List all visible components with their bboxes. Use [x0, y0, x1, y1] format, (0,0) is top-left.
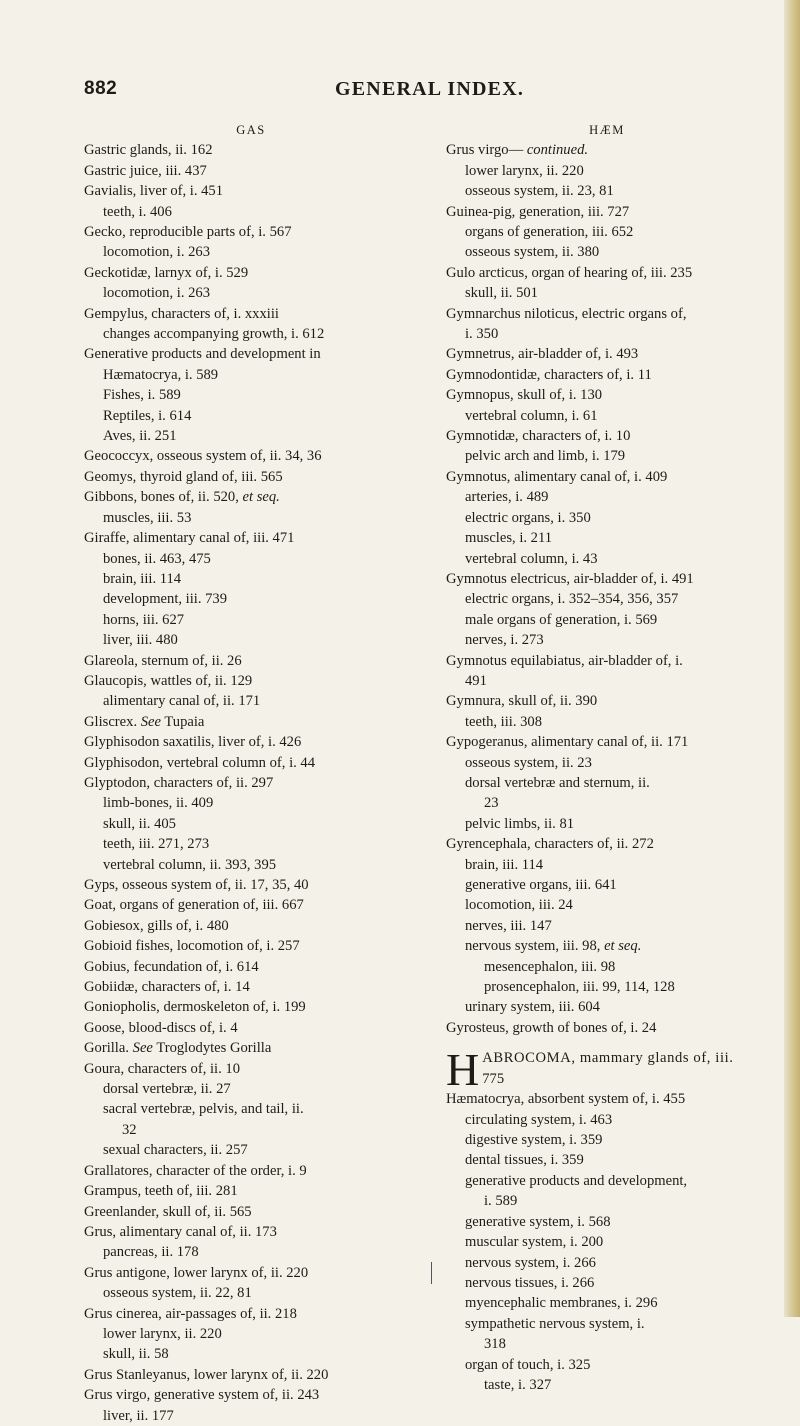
- index-entry: [84, 304, 418, 324]
- index-subentry: [446, 712, 768, 732]
- index-entry: [446, 691, 768, 711]
- index-entry: [84, 1304, 418, 1324]
- index-entry: [84, 1161, 418, 1181]
- index-subentry: [446, 773, 768, 793]
- index-subentry: [446, 936, 768, 956]
- h-index-entries: [446, 1089, 768, 1395]
- index-entry: [84, 936, 418, 956]
- entry-text: Hæmatocrya, i. 589: [103, 366, 219, 383]
- entry-text: skull, ii. 58: [103, 1346, 169, 1363]
- index-entry: [446, 426, 768, 446]
- entry-text: muscles, i. 211: [465, 530, 553, 547]
- index-subentry: [446, 181, 768, 201]
- entry-text: Gobiesox, gills of, i. 480: [84, 917, 229, 934]
- index-subentry: [446, 875, 768, 895]
- entry-text: electric organs, i. 352–354, 356, 357: [465, 591, 679, 608]
- entry-text: Glyptodon, characters of, ii. 297: [84, 774, 274, 791]
- index-subentry: [84, 691, 418, 711]
- entry-text: pelvic arch and limb, i. 179: [465, 448, 626, 465]
- index-entry: [84, 263, 418, 283]
- entry-text: nervous system, i. 266: [465, 1254, 596, 1271]
- index-entry: [84, 222, 418, 242]
- index-entry: [84, 1038, 418, 1058]
- entry-text: limb-bones, ii. 409: [103, 795, 214, 812]
- index-subentry: [446, 549, 768, 569]
- entry-text: bones, ii. 463, 475: [103, 550, 211, 567]
- index-subentry: [446, 1273, 768, 1293]
- running-head: GENERAL INDEX.: [335, 78, 525, 100]
- index-entry: [84, 895, 418, 915]
- entry-text: Gyrosteus, growth of bones of, i. 24: [446, 1019, 657, 1036]
- entry-text: pelvic limbs, ii. 81: [465, 815, 575, 832]
- entry-reference: Troglodytes Gorilla: [156, 1040, 272, 1057]
- entry-italic: See: [140, 713, 162, 730]
- index-entry: [84, 651, 418, 671]
- entry-text: Gempylus, characters of, i. xxxiii: [84, 305, 279, 322]
- index-entry: [84, 528, 418, 548]
- right-column: [446, 120, 768, 1395]
- entry-text: Gyps, osseous system of, ii. 17, 35, 40: [84, 877, 309, 894]
- entry-text: dental tissues, i. 359: [465, 1152, 584, 1169]
- entry-text: lower larynx, ii. 220: [465, 162, 584, 179]
- h-first-entry: [446, 1044, 768, 1096]
- entry-text: Gymnotus equilabiatus, air-bladder of, i.: [446, 652, 683, 669]
- entry-text: generative system, i. 568: [465, 1213, 611, 1230]
- entry-text: Generative products and development in: [84, 346, 321, 363]
- entry-text: mesencephalon, iii. 98: [484, 958, 616, 975]
- index-subentry: [446, 977, 768, 997]
- entry-text: Grampus, teeth of, iii. 281: [84, 1183, 238, 1200]
- letter-h-section: [446, 1044, 768, 1395]
- index-subentry: [446, 1110, 768, 1130]
- index-subentry: [84, 855, 418, 875]
- index-entry: [84, 957, 418, 977]
- entry-text: Grallatores, character of the order, i. 9: [84, 1162, 307, 1179]
- entry-text: 23: [484, 795, 499, 812]
- entry-text: Goat, organs of generation of, iii. 667: [84, 897, 304, 914]
- index-entry: [84, 140, 418, 160]
- entry-text: brain, iii. 114: [465, 856, 544, 873]
- entry-text: Geckotidæ, larnyx of, i. 529: [84, 264, 249, 281]
- column-divider: [431, 1262, 432, 1284]
- index-subentry: [84, 610, 418, 630]
- left-catchword: GAS: [236, 123, 266, 137]
- entry-text: Gecko, reproducible parts of, i. 567: [84, 224, 292, 241]
- entry-text: Gymnopus, skull of, i. 130: [446, 387, 603, 404]
- index-entry: [84, 875, 418, 895]
- index-entry: [446, 732, 768, 752]
- entry-text: taste, i. 327: [484, 1376, 552, 1393]
- index-subentry: [446, 406, 768, 426]
- index-entry: [84, 977, 418, 997]
- index-entry: [446, 1089, 768, 1109]
- page-number: 882: [84, 78, 118, 99]
- entry-text: generative products and development,: [465, 1172, 688, 1189]
- index-subentry: [446, 793, 768, 813]
- entry-text: dorsal vertebræ and sternum, ii.: [465, 774, 650, 791]
- entry-text: prosencephalon, iii. 99, 114, 128: [484, 979, 675, 996]
- entry-text: vertebral column, i. 61: [465, 407, 598, 424]
- entry-text: 318: [484, 1336, 506, 1353]
- index-subentry: [446, 916, 768, 936]
- entry-text: circulating system, i. 463: [465, 1111, 613, 1128]
- index-entry: [84, 1263, 418, 1283]
- index-entry: [446, 385, 768, 405]
- index-subentry: [84, 508, 418, 528]
- drop-cap-h: H: [446, 1044, 480, 1096]
- entry-text: Goniopholis, dermoskeleton of, i. 199: [84, 999, 306, 1016]
- entry-text: i. 589: [484, 1193, 518, 1210]
- entry-text: brain, iii. 114: [103, 570, 182, 587]
- index-subentry: [446, 957, 768, 977]
- entry-text: liver, iii. 480: [103, 632, 178, 649]
- index-entry: [84, 1365, 418, 1385]
- entry-text: skull, ii. 405: [103, 815, 176, 832]
- left-index-entries: [84, 140, 418, 1426]
- entry-text: Hæmatocrya, absorbent system of, i. 455: [446, 1091, 686, 1108]
- entry-text: alimentary canal of, ii. 171: [103, 693, 261, 710]
- index-subentry: [446, 242, 768, 262]
- entry-text: Gibbons, bones of, ii. 520,: [84, 489, 239, 506]
- index-subentry: [446, 1232, 768, 1252]
- index-subentry: [84, 589, 418, 609]
- entry-text: sympathetic nervous system, i.: [465, 1315, 645, 1332]
- index-entry: [446, 834, 768, 854]
- index-subentry: [446, 1355, 768, 1375]
- entry-text: Gymnodontidæ, characters of, i. 11: [446, 366, 652, 383]
- entry-text: Glareola, sternum of, ii. 26: [84, 652, 242, 669]
- entry-text: osseous system, ii. 23: [465, 754, 592, 771]
- index-entry: [84, 1059, 418, 1079]
- entry-text: liver, ii. 177: [103, 1407, 174, 1424]
- index-subentry: [84, 1283, 418, 1303]
- index-subentry: [446, 814, 768, 834]
- entry-text: Glaucopis, wattles of, ii. 129: [84, 672, 253, 689]
- index-subentry: [84, 1324, 418, 1344]
- index-subentry: [446, 324, 768, 344]
- entry-text: Gliscrex.: [84, 713, 138, 730]
- index-subentry: [446, 1253, 768, 1273]
- index-entry: [84, 344, 418, 364]
- entry-reference: Tupaia: [164, 713, 205, 730]
- entry-text: Grus antigone, lower larynx of, ii. 220: [84, 1264, 309, 1281]
- entry-text: organs of generation, iii. 652: [465, 224, 634, 241]
- entry-text: Greenlander, skull of, ii. 565: [84, 1203, 252, 1220]
- entry-text: 32: [122, 1121, 137, 1138]
- index-entry: [446, 467, 768, 487]
- index-entry: [446, 651, 768, 671]
- index-entry: [84, 997, 418, 1017]
- index-subentry: [84, 365, 418, 385]
- entry-text: Guinea-pig, generation, iii. 727: [446, 203, 630, 220]
- index-subentry: [446, 630, 768, 650]
- entry-italic: et seq.: [242, 489, 280, 506]
- entry-text: nerves, i. 273: [465, 632, 544, 649]
- entry-text: Gobioid fishes, locomotion of, i. 257: [84, 938, 300, 955]
- index-subentry: [446, 1334, 768, 1354]
- entry-text: skull, ii. 501: [465, 285, 538, 302]
- entry-text: changes accompanying growth, i. 612: [103, 326, 325, 343]
- index-subentry: [84, 426, 418, 446]
- entry-text: myencephalic membranes, i. 296: [465, 1295, 658, 1312]
- entry-text: urinary system, iii. 604: [465, 999, 600, 1016]
- entry-text: muscular system, i. 200: [465, 1234, 604, 1251]
- page-edge: [784, 0, 800, 1317]
- index-entry: [84, 1202, 418, 1222]
- entry-text: organ of touch, i. 325: [465, 1356, 591, 1373]
- entry-text: Gymnetrus, air-bladder of, i. 493: [446, 346, 639, 363]
- entry-text: Grus virgo, generative system of, ii. 243: [84, 1387, 320, 1404]
- index-entry: [446, 202, 768, 222]
- index-entry: [84, 732, 418, 752]
- index-subentry: [446, 1191, 768, 1211]
- index-subentry: [446, 487, 768, 507]
- index-subentry: [84, 283, 418, 303]
- index-subentry: [446, 589, 768, 609]
- right-catchword: HÆM: [589, 123, 625, 137]
- entry-text: arteries, i. 489: [465, 489, 549, 506]
- entry-text: electric organs, i. 350: [465, 509, 591, 526]
- index-entry: [84, 753, 418, 773]
- entry-italic: et seq.: [604, 938, 642, 955]
- index-subentry: [446, 161, 768, 181]
- entry-text: Gastric juice, iii. 437: [84, 162, 207, 179]
- index-subentry: [84, 630, 418, 650]
- index-subentry: [446, 1150, 768, 1170]
- entry-text: Geomys, thyroid gland of, iii. 565: [84, 468, 283, 485]
- right-index-entries: [446, 140, 768, 1038]
- entry-text: dorsal vertebræ, ii. 27: [103, 1081, 231, 1098]
- entry-text: Fishes, i. 589: [103, 387, 181, 404]
- page-header: [0, 78, 800, 112]
- entry-text: Grus cinerea, air-passages of, ii. 218: [84, 1305, 297, 1322]
- entry-text: sacral vertebræ, pelvis, and tail, ii.: [103, 1101, 304, 1118]
- index-subentry: [84, 814, 418, 834]
- index-entry: [446, 569, 768, 589]
- entry-text: Gulo arcticus, organ of hearing of, iii. 235: [446, 264, 693, 281]
- index-subentry: [84, 406, 418, 426]
- entry-text: digestive system, i. 359: [465, 1132, 603, 1149]
- entry-italic: See: [132, 1040, 153, 1057]
- index-entry: [84, 1385, 418, 1405]
- index-subentry: [446, 895, 768, 915]
- entry-text: generative organs, iii. 641: [465, 877, 617, 894]
- entry-text: nervous tissues, i. 266: [465, 1274, 595, 1291]
- left-column: [84, 120, 418, 1426]
- entry-text: vertebral column, i. 43: [465, 550, 598, 567]
- h-first-line: ABROCOMA, mammary glands of, iii.: [482, 1050, 734, 1067]
- index-subentry: [446, 671, 768, 691]
- entry-text: teeth, iii. 271, 273: [103, 836, 210, 853]
- entry-text: Grus Stanleyanus, lower larynx of, ii. 220: [84, 1366, 329, 1383]
- index-subentry: [84, 1406, 418, 1426]
- index-entry: [84, 1181, 418, 1201]
- index-entry: [84, 181, 418, 201]
- entry-text: Reptiles, i. 614: [103, 407, 192, 424]
- index-entry: [446, 365, 768, 385]
- entry-text: male organs of generation, i. 569: [465, 611, 658, 628]
- index-subentry: [446, 283, 768, 303]
- index-entry: [84, 671, 418, 691]
- index-entry: [84, 161, 418, 181]
- index-subentry: [446, 610, 768, 630]
- entry-text: Gymnarchus niloticus, electric organs of,: [446, 305, 687, 322]
- entry-text: horns, iii. 627: [103, 611, 185, 628]
- index-entry: [84, 487, 418, 507]
- index-entry: [84, 916, 418, 936]
- index-subentry: [446, 1130, 768, 1150]
- entry-text: locomotion, i. 263: [103, 244, 211, 261]
- entry-text: lower larynx, ii. 220: [103, 1325, 222, 1342]
- index-entry: [84, 712, 418, 732]
- entry-text: Glyphisodon, vertebral column of, i. 44: [84, 754, 316, 771]
- entry-text: Gyrencephala, characters of, ii. 272: [446, 836, 654, 853]
- entry-text: teeth, iii. 308: [465, 713, 543, 730]
- entry-text: vertebral column, ii. 393, 395: [103, 856, 277, 873]
- entry-text: locomotion, i. 263: [103, 285, 211, 302]
- index-subentry: [84, 1344, 418, 1364]
- entry-text: Gobius, fecundation of, i. 614: [84, 958, 259, 975]
- index-subentry: [446, 1375, 768, 1395]
- index-entry: [446, 344, 768, 364]
- index-subentry: [446, 753, 768, 773]
- entry-text: i. 350: [465, 326, 499, 343]
- entry-text: development, iii. 739: [103, 591, 228, 608]
- index-entry: [446, 140, 768, 160]
- entry-text: Aves, ii. 251: [103, 428, 177, 445]
- entry-text: Gymnotus electricus, air-bladder of, i. 491: [446, 570, 694, 587]
- index-subentry: [84, 1140, 418, 1160]
- index-subentry: [446, 508, 768, 528]
- index-entry: [446, 1018, 768, 1038]
- entry-text: Goura, characters of, ii. 10: [84, 1060, 241, 1077]
- index-subentry: [84, 793, 418, 813]
- entry-text: Gorilla.: [84, 1040, 129, 1057]
- entry-text: Gymnura, skull of, ii. 390: [446, 693, 598, 710]
- index-subentry: [84, 1242, 418, 1262]
- entry-text: Gavialis, liver of, i. 451: [84, 183, 224, 200]
- index-subentry: [84, 242, 418, 262]
- entry-text: nervous system, iii. 98,: [465, 938, 601, 955]
- index-entry: [84, 773, 418, 793]
- entry-text: Gypogeranus, alimentary canal of, ii. 171: [446, 734, 689, 751]
- index-subentry: [446, 1171, 768, 1191]
- index-subentry: [446, 446, 768, 466]
- entry-text: osseous system, ii. 22, 81: [103, 1285, 252, 1302]
- index-entry: [84, 1222, 418, 1242]
- entry-text: sexual characters, ii. 257: [103, 1142, 248, 1159]
- index-subentry: [84, 1120, 418, 1140]
- index-subentry: [84, 1099, 418, 1119]
- entry-text: Giraffe, alimentary canal of, iii. 471: [84, 530, 295, 547]
- entry-text: pancreas, ii. 178: [103, 1244, 199, 1261]
- entry-text: Geococcyx, osseous system of, ii. 34, 36: [84, 448, 322, 465]
- index-subentry: [84, 385, 418, 405]
- entry-text: Gymnotidæ, characters of, i. 10: [446, 428, 631, 445]
- h-second-line: 775: [482, 1070, 505, 1087]
- index-entry: [446, 304, 768, 324]
- entry-text: 491: [465, 672, 487, 689]
- entry-text: teeth, i. 406: [103, 203, 172, 220]
- index-entry: [446, 263, 768, 283]
- entry-text: Gobiidæ, characters of, i. 14: [84, 979, 250, 996]
- index-entry: [84, 467, 418, 487]
- entry-text: nerves, iii. 147: [465, 917, 552, 934]
- index-subentry: [84, 1079, 418, 1099]
- entry-text: Gastric glands, ii. 162: [84, 142, 213, 159]
- entry-text: Glyphisodon saxatilis, liver of, i. 426: [84, 734, 302, 751]
- index-subentry: [446, 855, 768, 875]
- index-subentry: [84, 834, 418, 854]
- entry-italic: continued.: [526, 142, 589, 159]
- index-entry: [84, 1018, 418, 1038]
- index-subentry: [446, 997, 768, 1017]
- index-subentry: [84, 324, 418, 344]
- entry-text: muscles, iii. 53: [103, 509, 192, 526]
- index-subentry: [84, 202, 418, 222]
- index-subentry: [446, 1293, 768, 1313]
- entry-text: Grus virgo—: [446, 142, 524, 159]
- index-entry: [84, 446, 418, 466]
- index-subentry: [84, 569, 418, 589]
- entry-text: osseous system, ii. 380: [465, 244, 600, 261]
- index-subentry: [84, 549, 418, 569]
- index-subentry: [446, 222, 768, 242]
- index-subentry: [446, 1212, 768, 1232]
- entry-text: locomotion, iii. 24: [465, 897, 573, 914]
- entry-text: osseous system, ii. 23, 81: [465, 183, 614, 200]
- index-subentry: [446, 528, 768, 548]
- entry-text: Goose, blood-discs of, i. 4: [84, 1019, 238, 1036]
- entry-text: Gymnotus, alimentary canal of, i. 409: [446, 468, 668, 485]
- entry-text: Grus, alimentary canal of, ii. 173: [84, 1223, 277, 1240]
